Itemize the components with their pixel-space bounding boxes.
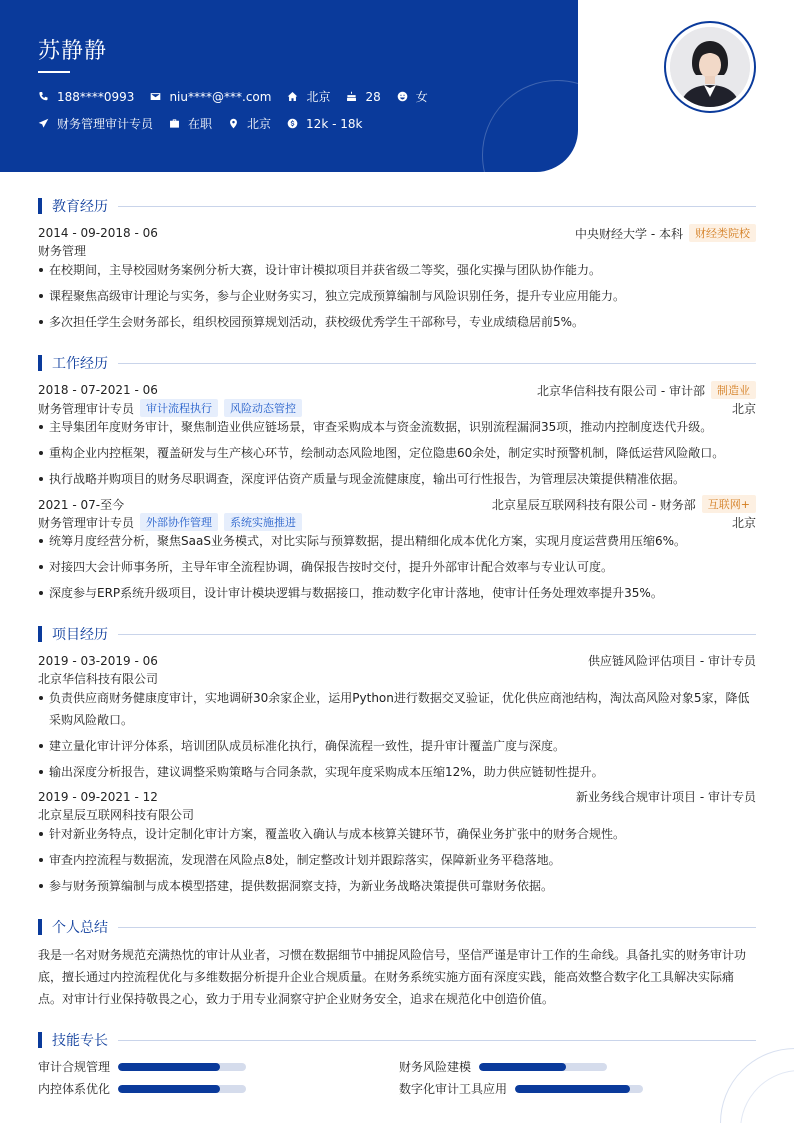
status-item <box>169 115 212 132</box>
project-bullet: 建立量化审计评分体系，培训团队成员标准化执行，确保流程一致性，提升审计覆盖广度与深度。 <box>38 735 756 757</box>
work-date: 2021 - 07-至今 <box>38 497 125 512</box>
project-company: 北京星辰互联网科技有限公司 <box>38 808 195 822</box>
project-company-row <box>38 670 756 687</box>
education-school-tag: 财经类院校 <box>689 224 756 242</box>
status-text: 在职 <box>188 117 213 131</box>
education-header-row <box>38 224 756 242</box>
work-industry-tag: 制造业 <box>711 381 756 399</box>
age-item <box>346 90 380 104</box>
work-bullet: 执行战略并购项目的财务尽职调查，深度评估资产质量与现金流健康度，输出可行性报告，为管理层决策提供精准依据。 <box>38 468 756 490</box>
candidate-name: 苏静静 <box>38 39 108 64</box>
briefcase-icon <box>169 118 180 129</box>
summary-text: 我是一名对财务规范充满热忱的审计从业者，习惯在数据细节中捕捉风险信号，坚信严谨是审计工作的生命线。具备扎实的财务审计功底，擅长通过内控流程优化与多维数据分析提升企业合规质量。在财务系统实施方面有深度实践，能高效整合数字化工具解决实际痛点。对审计行业保持敬畏之心，致力于用专业洞察守护企业财务安全，追求在规范化中创造价值。 <box>38 948 747 1006</box>
work-company: 北京星辰互联网科技有限公司 - 财务部 <box>491 497 696 512</box>
cake-icon <box>346 91 357 102</box>
project-company-row <box>38 806 756 823</box>
education-bullet: 在校期间，主导校园财务案例分析大赛，设计审计模拟项目并获省级二等奖，强化实操与团队协作能力。 <box>38 259 756 281</box>
work-bullet: 重构企业内控框架，覆盖研发与生产核心环节，绘制动态风险地图，定位隐患60余处，制定实时预警机制，降低运营风险敞口。 <box>38 442 756 464</box>
skill-item <box>38 1058 246 1075</box>
work-role: 财务管理审计专员 <box>38 401 135 416</box>
education-major: 财务管理 <box>38 244 87 258</box>
skill-name: 审计合规管理 <box>38 1060 111 1074</box>
send-icon <box>38 118 49 129</box>
skill-name: 内控体系优化 <box>38 1082 111 1096</box>
job-intent-row <box>38 115 378 132</box>
gender-item <box>397 88 428 105</box>
work-role-row <box>38 513 756 531</box>
skill-item <box>399 1080 643 1097</box>
header-banner <box>0 0 578 172</box>
work-bullet: 统筹月度经营分析，聚焦SaaS业务模式，对比实际与预算数据，提出精细化成本优化方案，实现月度运营费用压缩6%。 <box>38 530 756 552</box>
education-bullet: 多次担任学生会财务部长，组织校园预算规划活动，获校级优秀学生干部称号，专业成绩稳居前5%。 <box>38 311 756 333</box>
phone-item <box>38 90 134 104</box>
skill-level-bar <box>515 1085 643 1093</box>
phone-icon <box>38 91 49 102</box>
project-header-row <box>38 652 756 669</box>
decorative-circle <box>482 80 578 172</box>
money-icon <box>287 118 298 129</box>
project-bullet: 输出深度分析报告，建议调整采购策略与合同条款，实现年度采购成本压缩12%，助力供应链韧性提升。 <box>38 761 756 783</box>
city-text: 北京 <box>247 117 272 131</box>
project-company: 北京华信科技有限公司 <box>38 672 159 686</box>
education-date: 2014 - 09-2018 - 06 <box>38 226 158 240</box>
work-header-row <box>38 381 756 399</box>
project-section-title: 项目经历 <box>38 624 756 644</box>
education-bullet: 课程聚焦高级审计理论与实务，参与企业财务实习，独立完成预算编制与风险识别任务，提升专业应用能力。 <box>38 285 756 307</box>
education-school: 中央财经大学 - 本科 <box>575 226 683 241</box>
work-role-row <box>38 399 756 417</box>
age-text: 28 <box>365 89 381 104</box>
work-company: 北京华信科技有限公司 - 审计部 <box>537 383 705 398</box>
contact-row <box>38 88 444 105</box>
job-target-text: 财务管理审计专员 <box>57 117 154 131</box>
home-icon <box>287 91 298 102</box>
project-header-row <box>38 788 756 805</box>
salary-item <box>287 117 362 131</box>
project-date: 2019 - 03-2019 - 06 <box>38 653 158 668</box>
mail-icon <box>150 91 161 102</box>
work-role: 财务管理审计专员 <box>38 515 135 530</box>
summary-section-title: 个人总结 <box>38 917 756 937</box>
skill-level-bar <box>118 1063 246 1071</box>
gender-text: 女 <box>415 90 428 104</box>
skill-item <box>399 1058 607 1075</box>
job-target-item <box>38 115 153 132</box>
project-bullet: 针对新业务特点，设计定制化审计方案，覆盖收入确认与成本核算关键环节，确保业务扩张中的财务合规性。 <box>38 823 756 845</box>
project-name: 新业务线合规审计项目 - 审计专员 <box>576 790 756 804</box>
work-skill-tag: 审计流程执行 <box>140 399 218 417</box>
project-bullet: 审查内控流程与数据流，发现潜在风险点8处，制定整改计划并跟踪落实，保障新业务平稳落地。 <box>38 849 756 871</box>
work-date: 2018 - 07-2021 - 06 <box>38 383 158 397</box>
education-major-row <box>38 242 756 259</box>
education-section-title: 教育经历 <box>38 196 756 216</box>
smile-icon <box>397 91 408 102</box>
profile-photo <box>670 27 750 107</box>
profile-photo-frame <box>664 21 756 113</box>
work-city: 北京 <box>731 401 756 416</box>
project-name: 供应链风险评估项目 - 审计专员 <box>588 654 756 668</box>
skill-name: 财务风险建模 <box>399 1060 472 1074</box>
project-bullet: 负责供应商财务健康度审计，实地调研30余家企业，运用Python进行数据交叉验证，优化供应商池结构，淘汰高风险对象5家，降低采购风险敞口。 <box>38 687 756 731</box>
skill-item <box>38 1080 246 1097</box>
work-city: 北京 <box>731 515 756 530</box>
email-text: niu****@***.com <box>169 89 272 104</box>
skill-name: 数字化审计工具应用 <box>399 1082 508 1096</box>
skill-level-bar <box>118 1085 246 1093</box>
name-underline <box>38 71 70 73</box>
skills-section-title: 技能专长 <box>38 1030 756 1050</box>
work-header-row <box>38 495 756 513</box>
work-skill-tag: 系统实施推进 <box>224 513 302 531</box>
location-item <box>287 88 330 105</box>
work-bullet: 深度参与ERP系统升级项目，设计审计模块逻辑与数据接口，推动数字化审计落地，使审计任务处理效率提升35%。 <box>38 582 756 604</box>
work-bullet: 对接四大会计师事务所，主导年审全流程协调，确保报告按时交付，提升外部审计配合效率与专业认可度。 <box>38 556 756 578</box>
work-section-title: 工作经历 <box>38 353 756 373</box>
work-bullet: 主导集团年度财务审计，聚焦制造业供应链场景，审查采购成本与资金流数据，识别流程漏洞35项，推动内控制度迭代升级。 <box>38 416 756 438</box>
city-item <box>228 115 271 132</box>
location-text: 北京 <box>306 90 331 104</box>
map-pin-icon <box>228 118 239 129</box>
phone-text: 188****0993 <box>57 89 135 104</box>
work-skill-tag: 外部协作管理 <box>140 513 218 531</box>
email-item <box>150 90 271 104</box>
project-bullet: 参与财务预算编制与成本模型搭建，提供数据洞察支持，为新业务战略决策提供可靠财务依据。 <box>38 875 756 897</box>
project-date: 2019 - 09-2021 - 12 <box>38 789 158 804</box>
work-skill-tag: 风险动态管控 <box>224 399 302 417</box>
salary-text: 12k - 18k <box>306 116 363 131</box>
skill-level-bar <box>479 1063 607 1071</box>
work-industry-tag: 互联网+ <box>702 495 756 513</box>
